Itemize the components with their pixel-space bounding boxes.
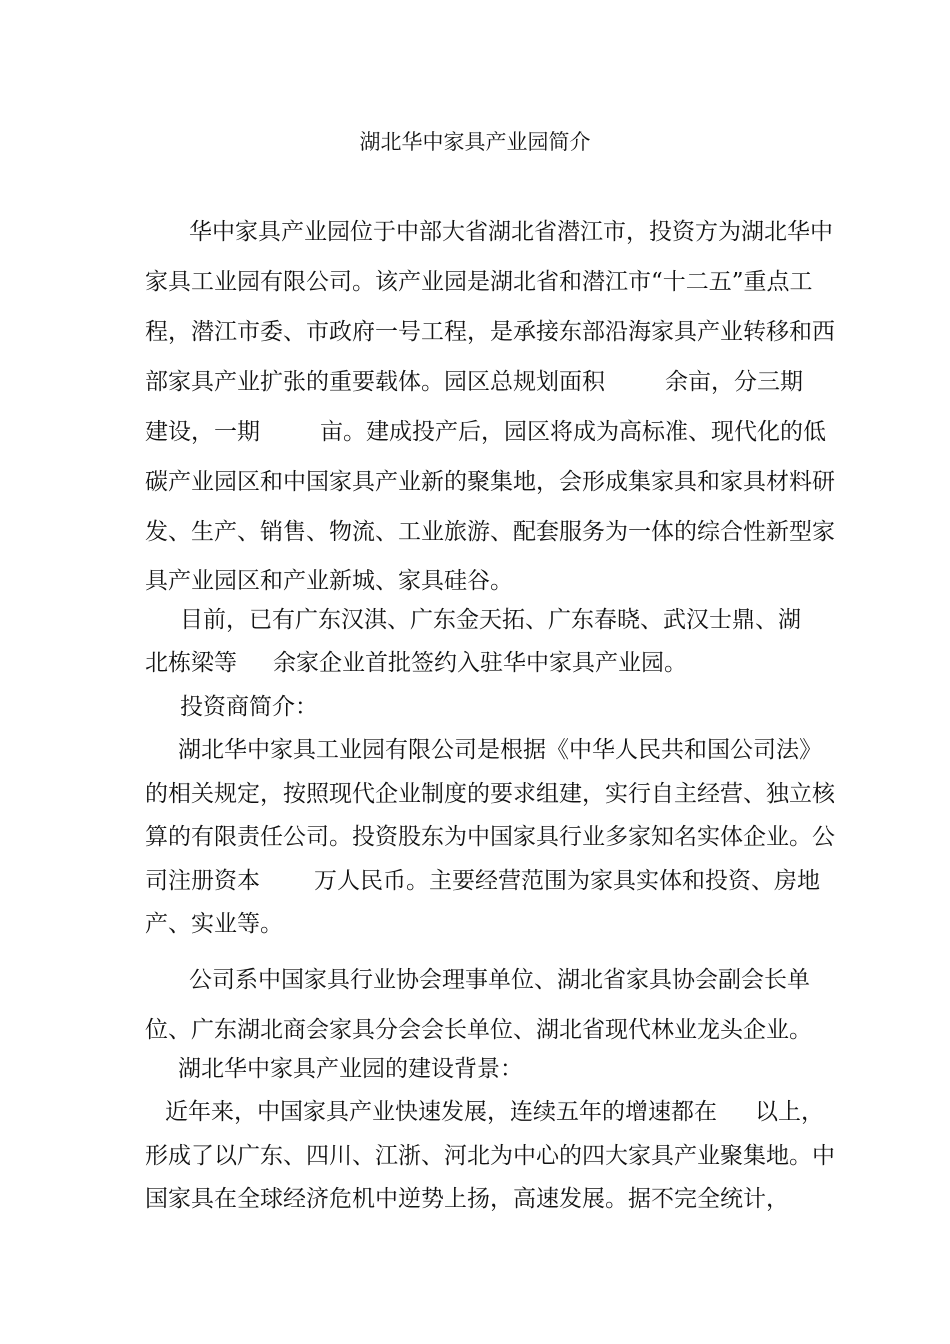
paragraph-line: 位、广东湖北商会家具分会会长单位、湖北省现代林业龙头企业。 <box>145 1017 812 1043</box>
document-title: 湖北华中家具产业园简介 <box>359 130 591 154</box>
paragraph-line <box>145 367 815 397</box>
paragraph-line: 的相关规定，按照现代企业制度的要求组建，实行自主经营、独立核 <box>145 781 835 807</box>
paragraph-line <box>145 417 826 447</box>
line-segment: 亩。建成投产后，园区将成为高标准、现代化的低 <box>320 419 826 445</box>
line-segment: 建设，一期 <box>145 419 260 445</box>
paragraph-line: 算的有限责任公司。投资股东为中国家具行业多家知名实体企业。公 <box>145 824 835 850</box>
paragraph-line: 发、生产、销售、物流、工业旅游、配套服务为一体的综合性新型家 <box>145 519 835 545</box>
paragraph-line <box>145 866 820 896</box>
paragraph-line <box>145 648 815 678</box>
line-segment: 余家企业首批签约入驻华中家具产业园。 <box>273 650 687 676</box>
line-segment: 余亩，分三期 <box>665 369 803 395</box>
paragraph-line: 碳产业园区和中国家具产业新的聚集地，会形成集家具和家具材料研 <box>145 469 835 495</box>
paragraph-line: 程，潜江市委、市政府一号工程，是承接东部沿海家具产业转移和西 <box>145 319 835 345</box>
paragraph-line: 具产业园区和产业新城、家具硅谷。 <box>145 568 513 594</box>
paragraph-line: 目前，已有广东汉淇、广东金天拓、广东春晓、武汉士鼎、湖 <box>180 607 801 633</box>
paragraph-line <box>145 1097 835 1127</box>
section-heading: 投资商简介： <box>180 694 318 720</box>
line-segment: 近年来，中国家具产业快速发展，连续五年的增速都在 <box>165 1099 717 1125</box>
line-segment: 以上， <box>755 1099 824 1125</box>
paragraph-line: 华中家具产业园位于中部大省湖北省潜江市，投资方为湖北华中 <box>189 219 833 245</box>
paragraph-line: 产、实业等。 <box>145 911 283 937</box>
line-segment: 司注册资本 <box>145 868 260 894</box>
paragraph-line: 国家具在全球经济危机中逆势上扬，高速发展。据不完全统计， <box>145 1186 789 1212</box>
paragraph-line: 形成了以广东、四川、江浙、河北为中心的四大家具产业聚集地。中 <box>145 1143 835 1169</box>
paragraph-line: 湖北华中家具工业园有限公司是根据《中华人民共和国公司法》 <box>178 737 822 763</box>
paragraph-line: 公司系中国家具行业协会理事单位、湖北省家具协会副会长单 <box>189 967 810 993</box>
line-segment: 北栋梁等 <box>145 650 237 676</box>
line-segment: 部家具产业扩张的重要载体。园区总规划面积 <box>145 369 605 395</box>
section-heading: 湖北华中家具产业园的建设背景： <box>178 1056 523 1082</box>
paragraph-line: 家具工业园有限公司。该产业园是湖北省和潜江市“十二五”重点工 <box>145 269 813 295</box>
line-segment: 万人民币。主要经营范围为家具实体和投资、房地 <box>314 868 820 894</box>
